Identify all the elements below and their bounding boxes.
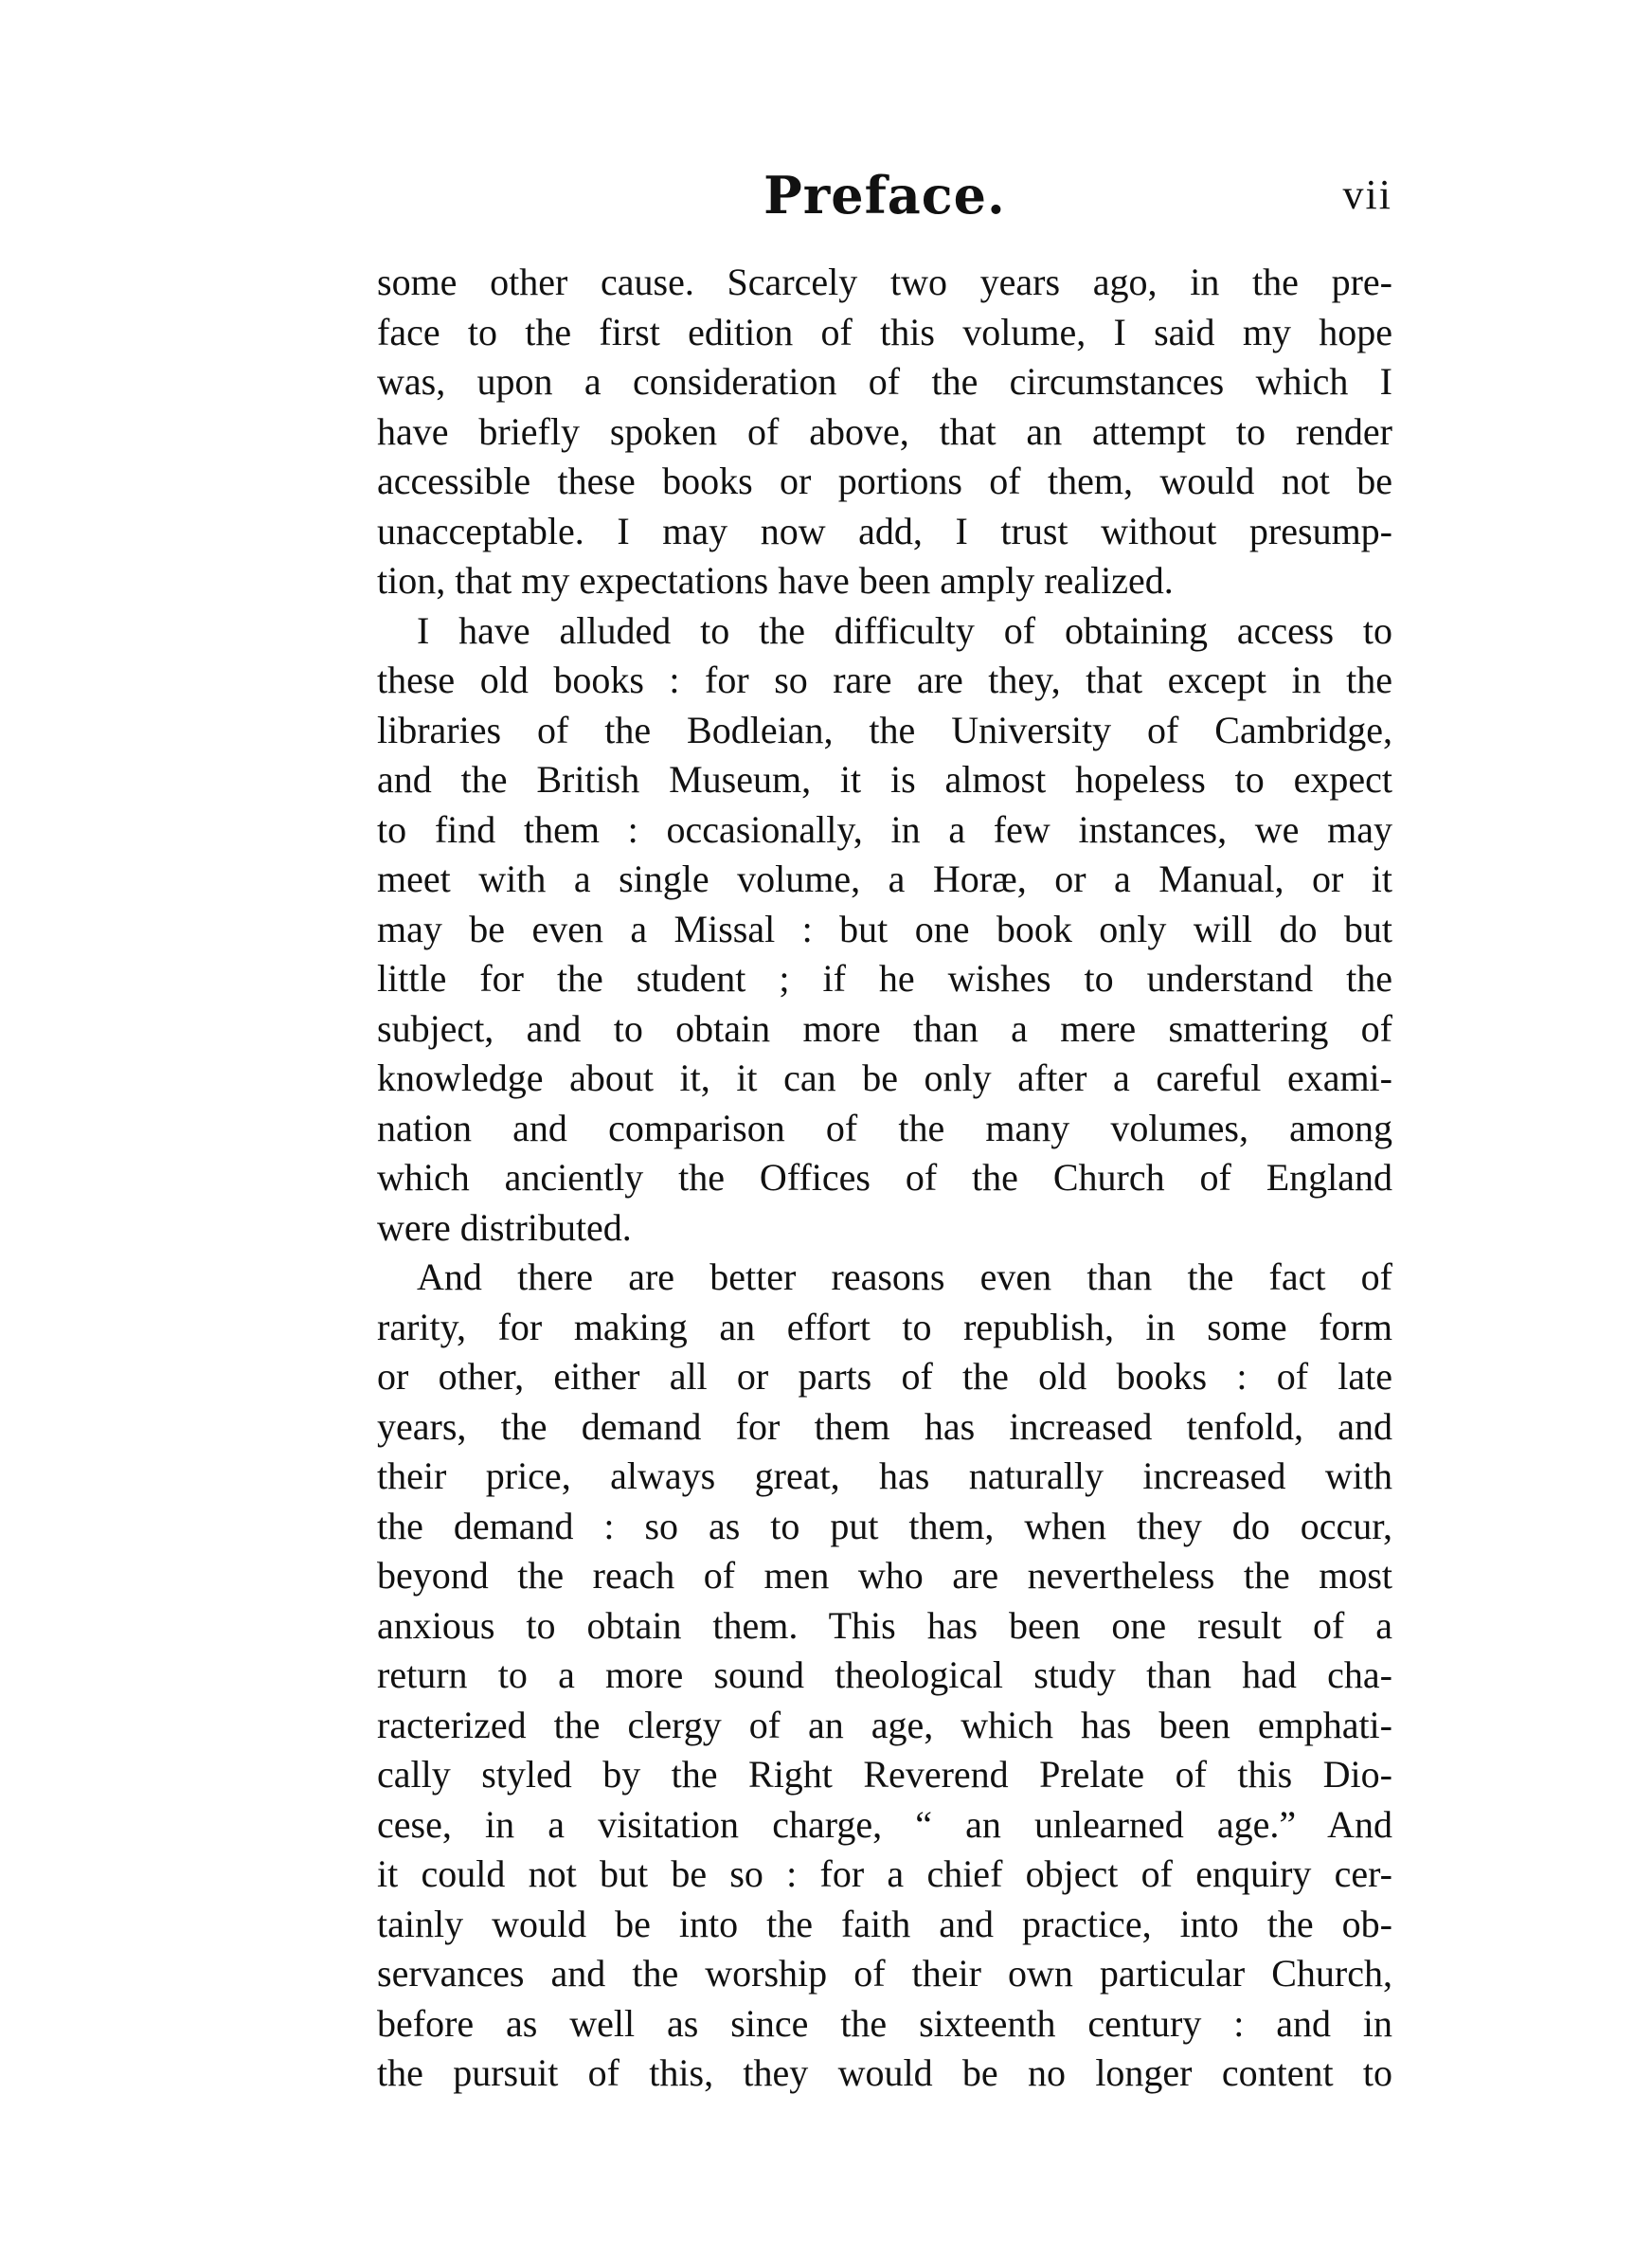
- text-line: And there are better reasons even than the fact of: [417, 1255, 1392, 1298]
- page-number: vii: [1342, 172, 1392, 218]
- text-line: may be even a Missal : but one book only will do but: [377, 907, 1392, 950]
- text-line: anxious to obtain them. This has been one result of a: [377, 1603, 1392, 1647]
- text-line: cally styled by the Right Reverend Prelate of this Dio-: [377, 1753, 1392, 1796]
- text-line: knowledge about it, it can be only after a careful exami-: [377, 1056, 1392, 1099]
- text-line: their price, always great, has naturally increased with: [377, 1454, 1392, 1497]
- text-line: the pursuit of this, they would be no longer content to: [377, 2051, 1392, 2094]
- text-line: libraries of the Bodleian, the University of Cambridge,: [377, 708, 1392, 751]
- text-line: which anciently the Offices of the Church of England: [377, 1156, 1392, 1199]
- body-text: [377, 258, 1392, 2099]
- text-line: or other, either all or parts of the old books : of late: [377, 1355, 1392, 1398]
- text-line: to find them : occasionally, in a few instances, we may: [377, 807, 1392, 851]
- text-line: subject, and to obtain more than a mere smattering of: [377, 1006, 1392, 1050]
- text-line: servances and the worship of their own particular Church,: [377, 1952, 1392, 1995]
- text-line: racterized the clergy of an age, which has been emphati-: [377, 1703, 1392, 1746]
- text-line: rarity, for making an effort to republish, in some form: [377, 1305, 1392, 1348]
- text-line: were distributed.: [377, 1205, 632, 1249]
- text-line: meet with a single volume, a Horæ, or a Manual, or it: [377, 858, 1392, 900]
- text-line: years, the demand for them has increased tenfold, and: [377, 1404, 1392, 1448]
- running-title: Preface.: [763, 165, 1006, 226]
- text-line: was, upon a consideration of the circumstances which I: [377, 360, 1392, 403]
- text-line: it could not but be so : for a chief object of enquiry cer-: [377, 1852, 1392, 1895]
- text-line: the demand : so as to put them, when they do occur,: [377, 1504, 1392, 1547]
- text-line: face to the first edition of this volume, I said my hope: [377, 310, 1392, 353]
- text-line: some other cause. Scarcely two years ago, in the pre-: [377, 261, 1392, 303]
- text-line: these old books : for so rare are they, that except in the: [377, 659, 1392, 701]
- text-line: beyond the reach of men who are nevertheless the most: [377, 1554, 1392, 1597]
- text-line: have briefly spoken of above, that an attempt to render: [377, 409, 1392, 453]
- text-line: tainly would be into the faith and practice, into the ob-: [377, 1902, 1392, 1945]
- text-line: I have alluded to the difficulty of obtaining access to: [417, 608, 1392, 652]
- page-header: [377, 161, 1392, 229]
- text-line: nation and comparison of the many volumes, among: [377, 1106, 1392, 1149]
- text-line: and the British Museum, it is almost hopeless to expect: [377, 758, 1392, 801]
- text-line: little for the student ; if he wishes to understand the: [377, 957, 1392, 1000]
- text-line: unacceptable. I may now add, I trust without presump-: [377, 509, 1392, 552]
- text-line: before as well as since the sixteenth century : and in: [377, 2001, 1392, 2045]
- text-line: cese, in a visitation charge, “ an unlearned age.” And: [377, 1802, 1392, 1846]
- text-line: accessible these books or portions of them, would not be: [377, 460, 1392, 502]
- text-line: tion, that my expectations have been amply realized.: [377, 559, 1174, 602]
- text-line: return to a more sound theological study than had cha-: [377, 1653, 1392, 1696]
